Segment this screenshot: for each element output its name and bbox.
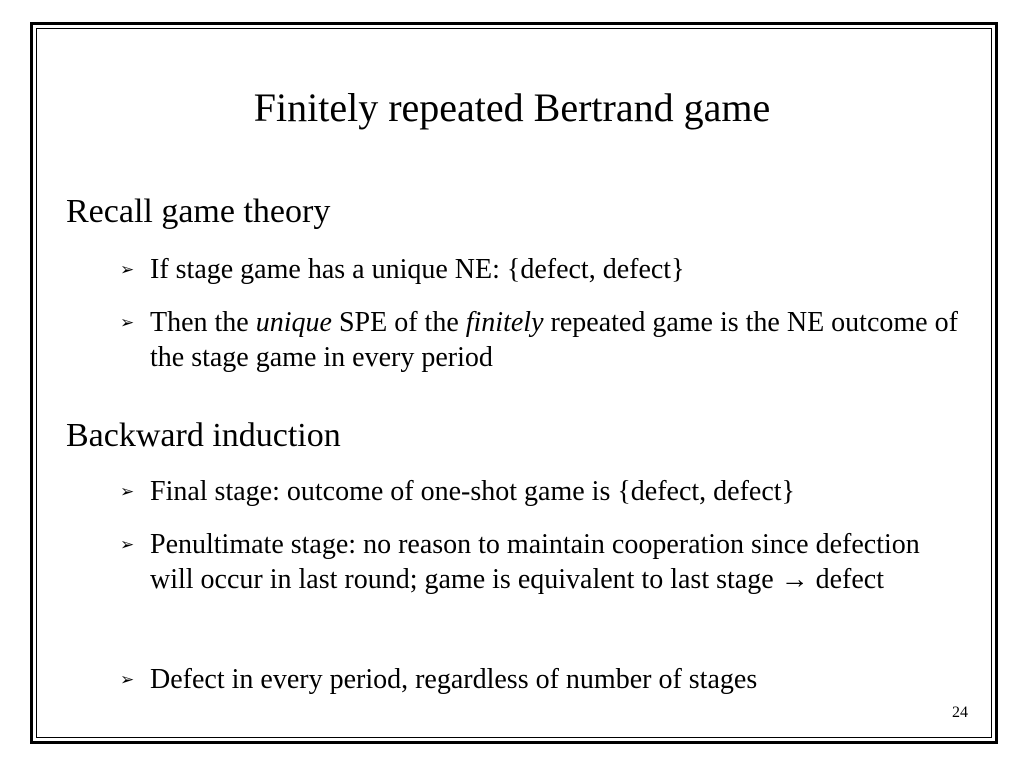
bullet-text-part: Then the xyxy=(150,307,256,338)
bullet-arrow-icon: ➢ xyxy=(120,260,135,279)
bullet-text: Final stage: outcome of one-shot game is {defect, defect} xyxy=(150,476,795,507)
section-heading-backward: Backward induction xyxy=(66,417,341,454)
bullet-item xyxy=(120,527,970,597)
bullet-emphasis-unique: unique xyxy=(255,307,332,338)
page-number: 24 xyxy=(952,704,968,721)
bullet-text xyxy=(150,305,970,375)
bullet-emphasis-finitely: finitely xyxy=(465,307,544,338)
slide-frame-inner xyxy=(36,28,992,738)
bullet-arrow-icon: ➢ xyxy=(120,482,135,501)
bullet-item xyxy=(120,252,970,287)
bullet-text-part: SPE of the xyxy=(331,307,466,338)
bullet-item xyxy=(120,662,970,697)
bullet-text: Penultimate stage: no reason to maintain cooperation since defection will occur in last round; game is equivalent to last stage → defect xyxy=(150,529,920,595)
bullet-arrow-icon: ➢ xyxy=(120,313,135,332)
bullet-text-part: repeated game is the NE outcome of the stage game in every period xyxy=(150,307,958,373)
bullet-arrow-icon: ➢ xyxy=(120,670,135,689)
bullet-text: Defect in every period, regardless of number of stages xyxy=(150,664,758,695)
bullet-item xyxy=(120,474,970,509)
section-heading-recall: Recall game theory xyxy=(66,193,331,230)
slide-title: Finitely repeated Bertrand game xyxy=(253,85,771,130)
bullet-arrow-icon: ➢ xyxy=(120,535,135,554)
bullet-text: If stage game has a unique NE: {defect, defect} xyxy=(150,254,685,285)
bullet-item xyxy=(120,305,970,375)
